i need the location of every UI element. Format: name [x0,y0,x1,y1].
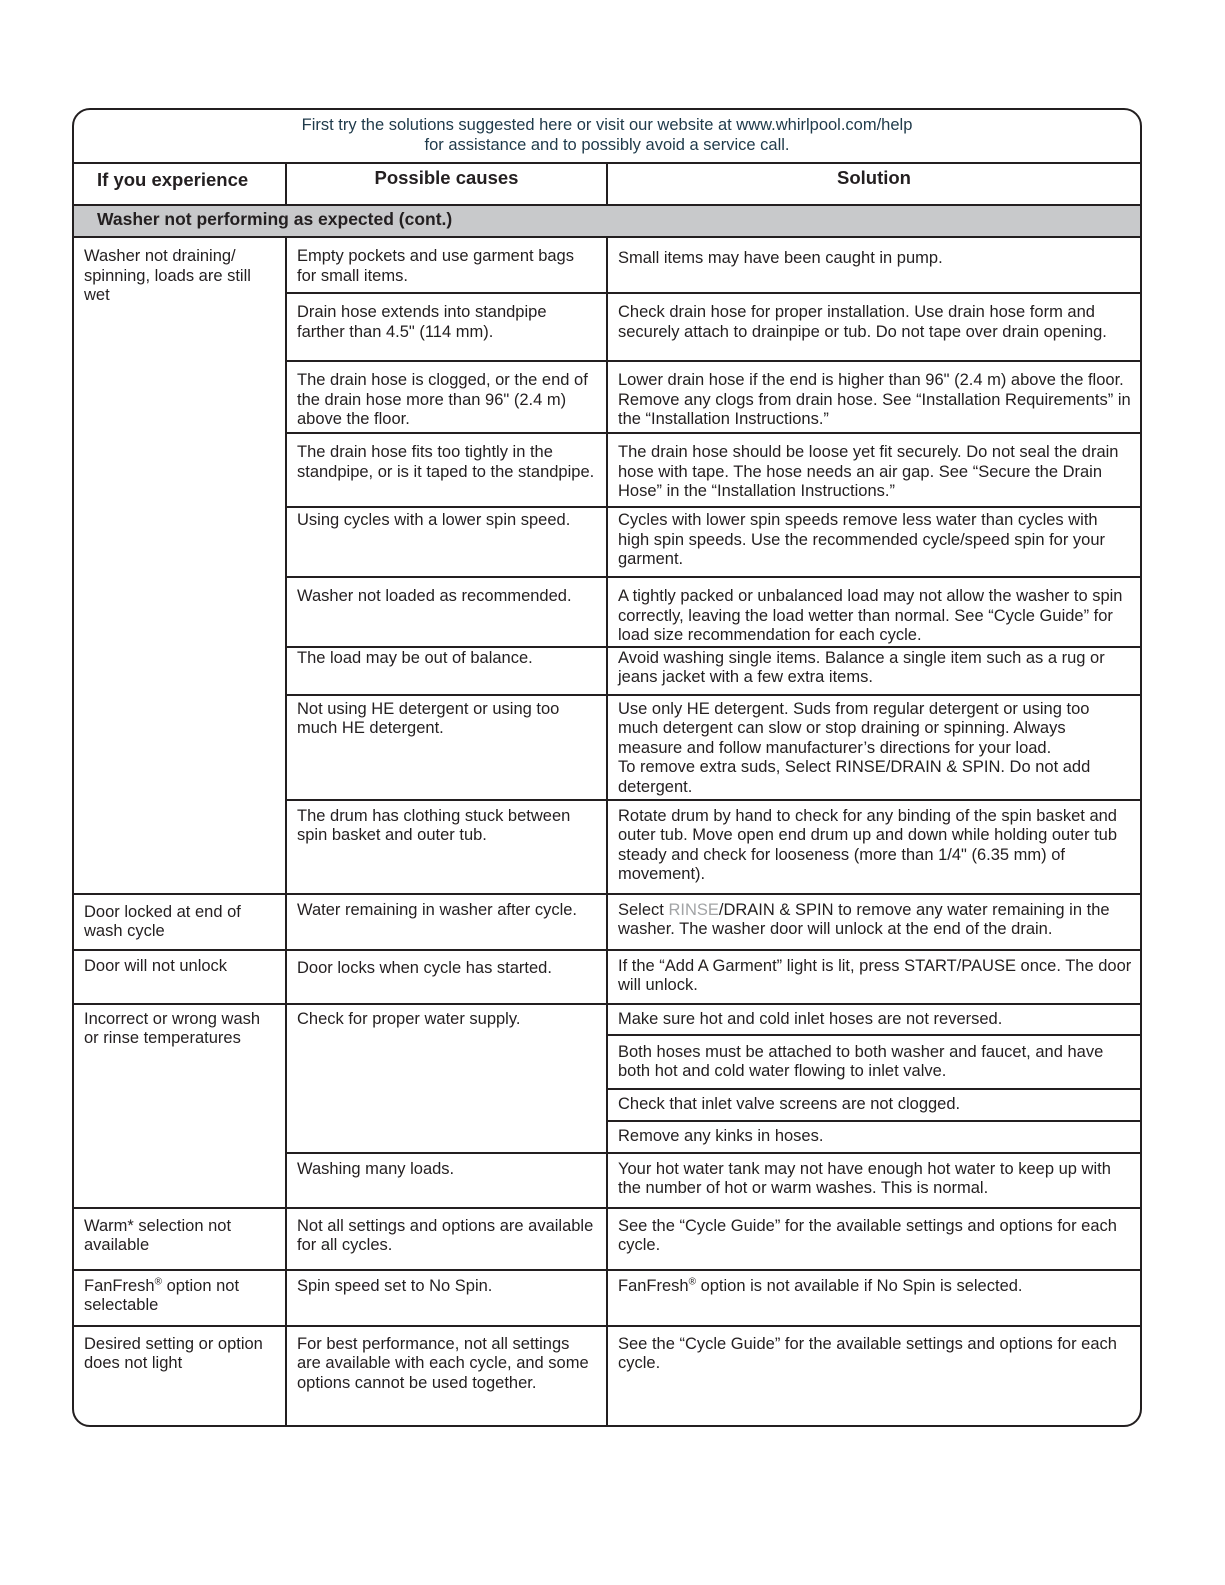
solution-text: Use only HE detergent. Suds from regular detergent or using too much detergent can slow or stop draining or spinning. Always measure and follow manufacturer’s directions for your load. [618,699,1090,757]
cause-cell: Spin speed set to No Spin. [286,1270,607,1326]
table-row [74,950,1140,1004]
solution-cell: Lower drain hose if the end is higher than 96" (2.4 m) above the floor. Remove any clogs from drain hose. See “Installation Requirements” in the “Installation Instructions.” [607,361,1140,433]
cause-cell: The load may be out of balance. [286,647,607,695]
intro-row [74,110,1140,163]
problem-cell: Incorrect or wrong wash or rinse temperatures [74,1004,286,1208]
cause-cell: Drain hose extends into standpipe farther than 4.5" (114 mm). [286,293,607,361]
header-if-you-experience: If you experience [74,163,286,205]
table-row [74,1004,1140,1035]
table-row [74,237,1140,293]
solution-cell: Avoid washing single items. Balance a single item such as a rug or jeans jacket with a few extra items. [607,647,1140,695]
problem-cell [74,1270,286,1326]
cause-cell: The drain hose fits too tightly in the standpipe, or is it taped to the standpipe. [286,433,607,507]
column-header-row [74,163,1140,205]
section-title: Washer not performing as expected (cont.) [74,205,1140,237]
solution-cell: Small items may have been caught in pump. [607,237,1140,293]
solution-cell: Your hot water tank may not have enough hot water to keep up with the number of hot or warm washes. This is normal. [607,1153,1140,1208]
solution-cell: Make sure hot and cold inlet hoses are not reversed. [607,1004,1140,1035]
problem-text: FanFresh [84,1276,155,1295]
cause-cell: Water remaining in washer after cycle. [286,894,607,950]
registered-mark: ® [154,1276,162,1287]
problem-cell: Door will not unlock [74,950,286,1004]
intro-cell [74,110,1140,163]
problem-text: option not selectable [84,1276,240,1314]
solution-cell: The drain hose should be loose yet fit securely. Do not seal the drain hose with tape. The hose needs an air gap. See “Secure the Drain Hose” in the “Installation Instructions.” [607,433,1140,507]
cause-cell: Not all settings and options are available for all cycles. [286,1208,607,1270]
solution-cell: Remove any kinks in hoses. [607,1121,1140,1153]
solution-cell: Rotate drum by hand to check for any binding of the spin basket and outer tub. Move open end drum up and down while holding outer tub steady and check for looseness (more than 1/4" (6.35 mm) of movement). [607,800,1140,894]
cause-cell: Empty pockets and use garment bags for small items. [286,237,607,293]
table-row [74,1208,1140,1270]
solution-cell: Check that inlet valve screens are not clogged. [607,1089,1140,1121]
cause-cell: Check for proper water supply. [286,1004,607,1153]
header-possible-causes: Possible causes [286,163,607,205]
registered-mark: ® [688,1276,696,1287]
solution-text: Select [618,900,669,919]
problem-cell: Door locked at end of wash cycle [74,894,286,950]
section-row [74,205,1140,237]
solution-cell: Cycles with lower spin speeds remove less water than cycles with high spin speeds. Use the recommended cycle/speed spin for your garment. [607,507,1140,577]
header-solution: Solution [607,163,1140,205]
intro-line-1: First try the solutions suggested here or visit our website at www.whirlpool.com/help [301,116,913,134]
problem-cell: Warm* selection not available [74,1208,286,1270]
cause-cell: The drum has clothing stuck between spin basket and outer tub. [286,800,607,894]
cause-cell: Washing many loads. [286,1153,607,1208]
solution-cell: See the “Cycle Guide” for the available settings and options for each cycle. [607,1208,1140,1270]
solution-cell: If the “Add A Garment” light is lit, press START/PAUSE once. The door will unlock. [607,950,1140,1004]
solution-text: option is not available if No Spin is selected. [695,1276,1023,1295]
solution-text: To remove extra suds, Select RINSE/DRAIN & SPIN. Do not add detergent. [618,758,1091,796]
cause-cell: Using cycles with a lower spin speed. [286,507,607,577]
solution-cell [607,695,1140,800]
solution-cell [607,1270,1140,1326]
solution-cell: Check drain hose for proper installation. Use drain hose form and securely attach to drainpipe or tub. Do not tape over drain opening. [607,293,1140,361]
cause-cell: For best performance, not all settings are available with each cycle, and some options cannot be used together. [286,1326,607,1425]
table-row [74,894,1140,950]
cause-cell: Not using HE detergent or using too much HE detergent. [286,695,607,800]
intro-line-2: for assistance and to possibly avoid a service call. [424,135,790,154]
solution-cell: See the “Cycle Guide” for the available settings and options for each cycle. [607,1326,1140,1425]
table-row [74,1326,1140,1425]
problem-cell: Washer not draining/ spinning, loads are still wet [74,237,286,894]
cause-cell: Door locks when cycle has started. [286,950,607,1004]
solution-cell: Both hoses must be attached to both washer and faucet, and have both hot and cold water flowing to inlet valve. [607,1035,1140,1089]
solution-text: /DRAIN & SPIN to remove any water remaining in the washer. The washer door will unlock at the end of the drain. [618,900,1110,938]
problem-cell: Desired setting or option does not light [74,1326,286,1425]
troubleshooting-table-frame [72,108,1142,1427]
cause-cell: Washer not loaded as recommended. [286,577,607,647]
rinse-highlight: RINSE [668,900,719,919]
solution-cell [607,894,1140,950]
table-row [74,1270,1140,1326]
troubleshooting-table [74,110,1140,1425]
solution-text: FanFresh [618,1276,689,1295]
cause-cell: The drain hose is clogged, or the end of the drain hose more than 96" (2.4 m) above the floor. [286,361,607,433]
solution-cell: A tightly packed or unbalanced load may not allow the washer to spin correctly, leaving the load wetter than normal. See “Cycle Guide” for load size recommendation for each cycle. [607,577,1140,647]
